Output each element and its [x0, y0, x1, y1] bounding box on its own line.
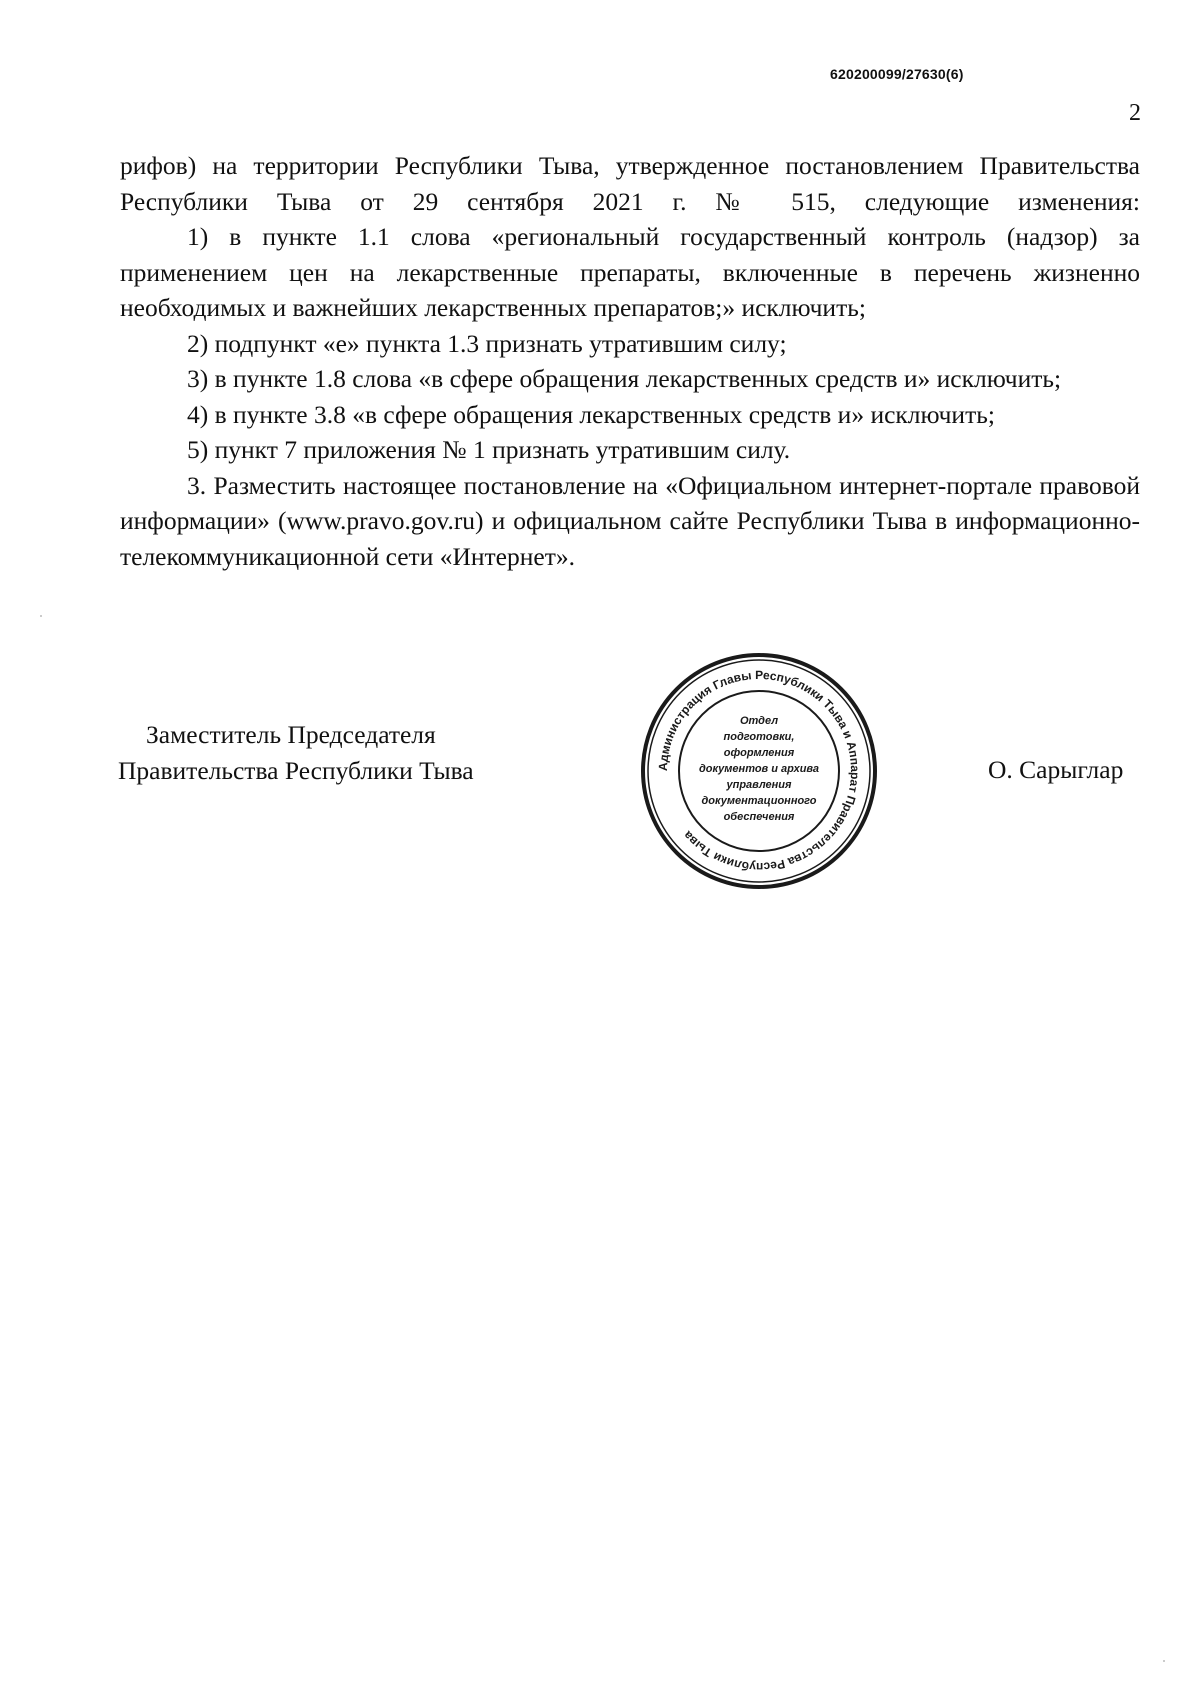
paragraph-item-1: 1) в пункте 1.1 слова «региональный государственный контроль (надзор) за применением цен на лекарственные препараты, включенные в перечень жизненно необходимых и важнейших лекарственных препаратов;» исключить;: [120, 222, 1140, 322]
signatory-position-line-2: Правительства Республики Тыва: [118, 755, 474, 785]
seal-center-line: оформления: [723, 747, 795, 759]
paragraph-item-4: 4) в пункте 3.8 «в сфере обращения лекарственных средств и» исключить;: [187, 399, 995, 429]
signatory-name: О. Сарыглар: [988, 755, 1124, 784]
signatory-position: [118, 717, 474, 788]
scan-artifact-dot: [40, 615, 42, 617]
seal-center-line: подготовки,: [723, 731, 795, 743]
seal-center-line: Отдел: [739, 715, 779, 727]
paragraph-intro: рифов) на территории Республики Тыва, утвержденное постановлением Правительства Республики Тыва от 29 сентября 2021 г. № 515, следующие изменения:: [120, 151, 1140, 216]
document-registration-number: 620200099/27630(6): [830, 66, 964, 82]
paragraph-item-2: 2) подпункт «е» пункта 1.3 признать утратившим силу;: [187, 328, 787, 358]
seal-ring-text-path: Администрация Главы Республики Тыва и Аппарат Правительства Республики Тыва: [655, 667, 863, 875]
document-body: [120, 148, 1140, 574]
seal-center-line: обеспечения: [723, 811, 795, 823]
seal-center-line: управления: [726, 779, 792, 791]
scan-artifact-dot: [1163, 1660, 1165, 1662]
seal-center-line: документов и архива: [698, 763, 820, 775]
official-seal-graphic: [640, 652, 878, 890]
page-number: 2: [1129, 100, 1141, 126]
seal-center-line: документационного: [701, 795, 817, 807]
signatory-position-line-1: Заместитель Председателя: [146, 720, 436, 749]
paragraph-item-5: 5) пункт 7 приложения № 1 признать утратившим силу.: [187, 435, 791, 464]
seal-center-text: [699, 715, 819, 823]
paragraph-item-3: 3) в пункте 1.8 слова «в сфере обращения лекарственных средств и» исключить;: [187, 364, 1062, 393]
official-seal: [640, 652, 878, 890]
paragraph-clause-3: 3. Разместить настоящее постановление на «Официальном интернет-портале правовой информации» (www.pravo.gov.ru) и официальном сайте Республики Тыва в информационно-телекоммуникационной сети «Интернет».: [120, 470, 1140, 571]
